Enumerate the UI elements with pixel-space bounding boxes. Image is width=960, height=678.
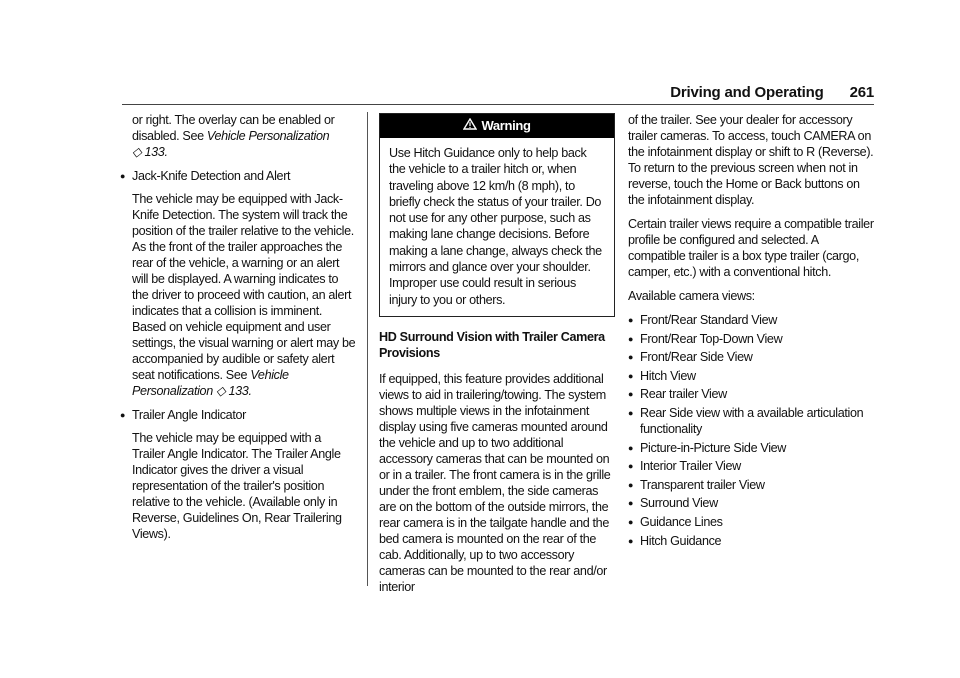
bullet-title: Jack-Knife Detection and Alert: [132, 169, 291, 183]
section-title: Driving and Operating: [670, 84, 824, 101]
list-item: ● Hitch Guidance: [628, 533, 878, 549]
warning-title: Warning: [481, 118, 531, 133]
body-text: The vehicle may be equipped with Jack-Knife Detection. The system will track the position of the trailer relative to the vehicle. As the front of the trailer approaches the rear of the vehicle, a warning or an alert will be displayed. A warning indicates to the driver to proceed with caution, an alert indicates that a collision is imminent. Based on vehicle equipment and user settings, the visual warning or alert may be accompanied by audible or safety alert seat notifications. See: [132, 192, 356, 382]
camera-views-list: [628, 312, 878, 549]
page-reference[interactable]: ◇ 133.: [132, 145, 168, 159]
column-right: [628, 112, 878, 551]
surround-vision-paragraph: If equipped, this feature provides additional views to aid in trailering/towing. The system shows multiple views in the infotainment display using five cameras mounted around the vehicle and up to two additional accessory cameras that can be mounted on or in a trailer. The front camera is in the grille under the front emblem, the side cameras are on the bottom of the outside mirrors, the rear camera is in the tailgate handle and the bed camera is mounted on the rear of the cab. Additionally, up to two accessory cameras can be mounted to the rear and/or interior: [379, 371, 611, 594]
header-rule: [122, 104, 874, 105]
column-middle: [379, 113, 615, 603]
column-divider: [367, 112, 368, 586]
list-item: ● Interior Trailer View: [628, 458, 878, 474]
page-reference[interactable]: ◇ 133.: [216, 384, 252, 398]
continued-paragraph: [120, 112, 356, 160]
list-item: ● Front/Rear Top-Down View: [628, 331, 878, 347]
list-item: ● Rear trailer View: [628, 386, 878, 402]
page-header: [670, 84, 874, 101]
trailer-angle-description: The vehicle may be equipped with a Trailer Angle Indicator. The Trailer Angle Indicator gives the driver a visual representation of the trailer's position relative to the vehicle. (Available only in Reverse, Guidelines On, Rear Trailering Views).: [132, 431, 342, 541]
paragraph-compatible-trailer: Certain trailer views require a compatible trailer profile be configured and selected. A compatible trailer is a box type trailer (cargo, camper, etc.) with a conventional hitch.: [628, 217, 874, 279]
warning-header: [380, 114, 614, 138]
warning-text: Use Hitch Guidance only to help back the vehicle to a trailer hitch or, when traveling above 12 km/h (8 mph), to briefly check the status of your trailer. Do not use for any other purpose, such as making lane change decisions. Before making a lane change, always check the mirrors and glance over your shoulder. Improper use could result in serious injury to you or others.: [389, 146, 602, 307]
list-item: ● Surround View: [628, 495, 878, 511]
list-item: ● Front/Rear Side View: [628, 349, 878, 365]
continued-text: or right. The overlay can be enabled or disabled. See: [132, 113, 335, 143]
list-item: ● Front/Rear Standard View: [628, 312, 878, 328]
list-item: ● Hitch View: [628, 368, 878, 384]
paragraph-access: of the trailer. See your dealer for accessory trailer cameras. To access, touch CAMERA on the infotainment display or shift to R (Reverse). To return to the previous screen when not in reverse, touch the Home or Back buttons on the infotainment display.: [628, 113, 874, 207]
list-item: ● Transparent trailer View: [628, 477, 878, 493]
list-item: ● Picture-in-Picture Side View: [628, 440, 878, 456]
paragraph-views-intro: Available camera views:: [628, 289, 755, 303]
list-item: ● Rear Side view with a available articulation functionality: [628, 405, 878, 437]
column-left: [120, 112, 356, 550]
cross-reference-link[interactable]: Vehicle Personalization: [132, 368, 289, 398]
jack-knife-description: [120, 191, 356, 399]
warning-box: [379, 113, 615, 317]
cross-reference-link[interactable]: Vehicle Personalization: [206, 129, 330, 143]
section-subheading: HD Surround Vision with Trailer Camera Provisions: [379, 329, 605, 360]
bullet-trailer-angle: [120, 407, 356, 423]
page-number: 261: [849, 84, 874, 101]
warning-triangle-icon: [463, 114, 477, 138]
list-item: ● Guidance Lines: [628, 514, 878, 530]
bullet-jack-knife: [120, 168, 356, 184]
bullet-title: Trailer Angle Indicator: [132, 408, 246, 422]
